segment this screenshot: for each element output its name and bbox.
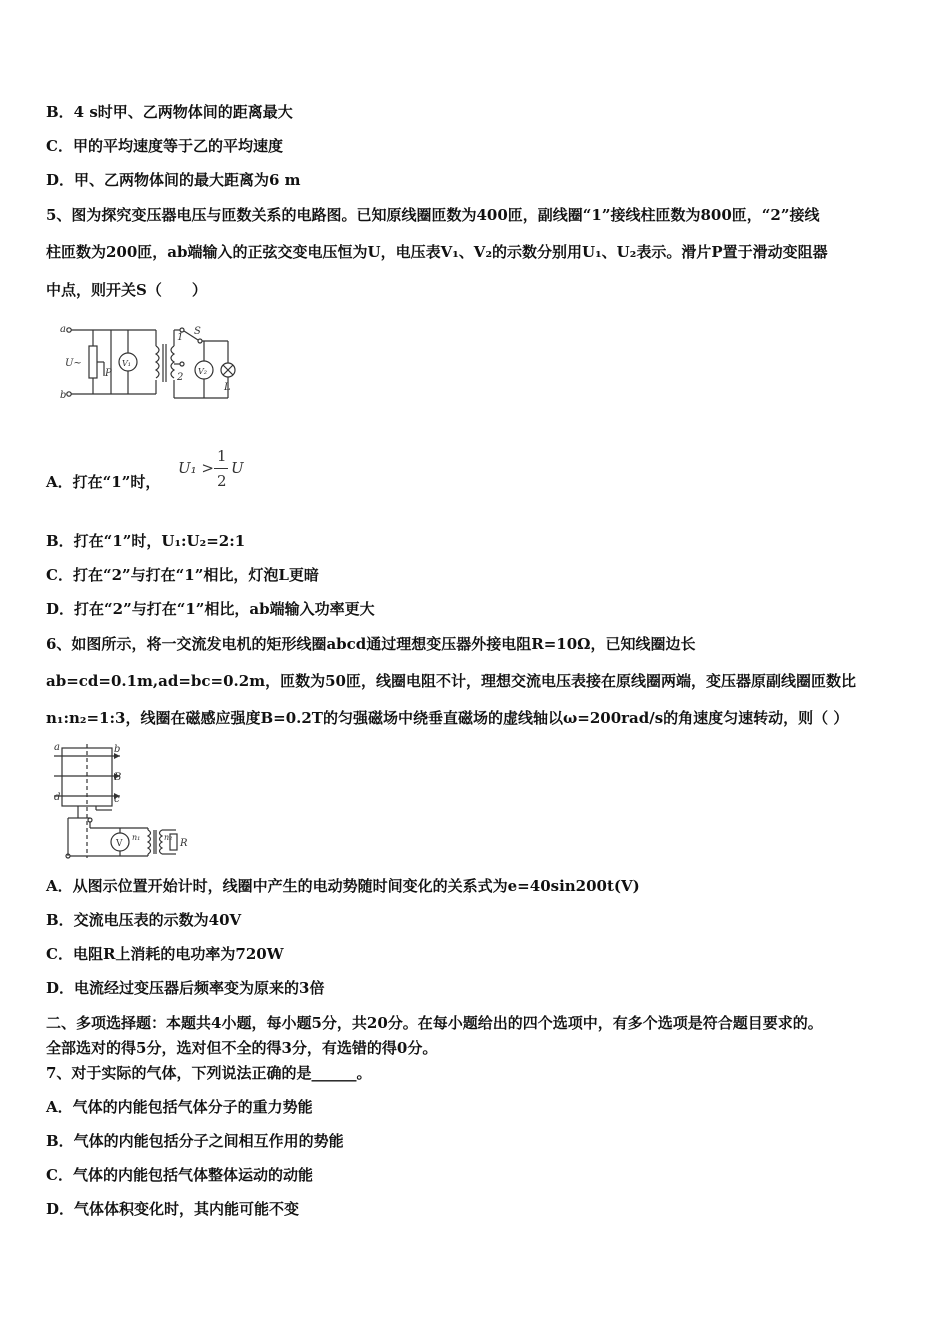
q7-option-a: A．气体的内能包括气体分子的重力势能 — [46, 1098, 313, 1116]
q5-stem-line1: 5、图为探究变压器电压与匝数关系的电路图。已知原线圈匝数为400匝，副线圈“1”接线柱匝数为800匝，“2”接线 — [46, 206, 820, 224]
q6-option-c: C．电阻R上消耗的电功率为720W — [46, 945, 284, 963]
q5-circuit-diagram — [56, 318, 246, 408]
q6-label-c: c — [114, 794, 120, 805]
q6-label-b: b — [114, 744, 121, 755]
q5-option-a-prefix: A．打在“1”时， — [46, 473, 161, 491]
q5-label-l: L — [224, 382, 231, 393]
q6-label-n2: n₂ — [164, 833, 173, 842]
rheostat — [89, 346, 97, 378]
q6-label-r: R — [180, 838, 188, 849]
q5-option-c: C．打在“2”与打在“1”相比，灯泡L更暗 — [46, 566, 319, 584]
q4-option-c: C．甲的平均速度等于乙的平均速度 — [46, 137, 283, 155]
q6-label-d: d — [54, 792, 61, 803]
terminal-b — [67, 392, 71, 396]
q7-stem: 7、对于实际的气体，下列说法正确的是______。 — [46, 1064, 372, 1082]
q5-label-2: 2 — [177, 372, 184, 383]
q5-option-a-frac-num: 1 — [217, 447, 227, 465]
q5-label-p: P — [105, 368, 112, 379]
q5-option-d: D．打在“2”与打在“1”相比，ab端输入功率更大 — [46, 600, 375, 618]
coil-abcd — [62, 748, 112, 806]
q5-fraction-bar — [214, 468, 228, 469]
q5-option-a-expr-right: U — [231, 459, 244, 477]
q6-label-field: B — [114, 772, 122, 783]
q6-label-n1: n₁ — [132, 833, 141, 842]
section2-line1: 二、多项选择题：本题共4小题，每小题5分，共20分。在每小题给出的四个选项中，有多个选项是符合题目要求的。 — [46, 1014, 823, 1032]
q5-option-b: B．打在“1”时，U₁:U₂=2:1 — [46, 532, 246, 550]
q5-label-v2: V₂ — [198, 367, 207, 376]
q5-label-b: b — [60, 390, 67, 401]
q6-option-d: D．电流经过变压器后频率变为原来的3倍 — [46, 979, 325, 997]
q4-option-d: D．甲、乙两物体间的最大距离为6 m — [46, 171, 301, 189]
q5-option-a-frac-den: 2 — [217, 472, 227, 490]
q5-label-u: U~ — [65, 358, 82, 369]
q5-label-a: a — [60, 324, 66, 335]
q5-label-1: 1 — [177, 332, 184, 343]
terminal-a — [67, 328, 71, 332]
q7-option-c: C．气体的内能包括气体整体运动的动能 — [46, 1166, 313, 1184]
q5-stem-line2: 柱匝数为200匝，ab端输入的正弦交变电压恒为U，电压表V₁、V₂的示数分别用U₁、U₂表示。滑片P置于滑动变阻器 — [46, 243, 828, 261]
q4-option-b: B．4 s时甲、乙两物体间的距离最大 — [46, 103, 293, 121]
q6-option-b: B．交流电压表的示数为40V — [46, 911, 242, 929]
q6-label-v: V — [116, 839, 123, 849]
q6-generator-diagram — [50, 740, 200, 865]
q5-label-s: S — [194, 326, 201, 337]
q6-stem-line1: 6、如图所示，将一交流发电机的矩形线圈abcd通过理想变压器外接电阻R=10Ω，已知线圈边长 — [46, 635, 696, 653]
q6-option-a: A．从图示位置开始计时，线圈中产生的电动势随时间变化的关系式为e=40sin200t(V) — [46, 877, 640, 895]
q6-stem-line3: n₁:n₂=1:3，线圈在磁感应强度B=0.2T的匀强磁场中绕垂直磁场的虚线轴以ω=200rad/s的角速度匀速转动，则（ ） — [46, 709, 849, 727]
q7-option-b: B．气体的内能包括分子之间相互作用的势能 — [46, 1132, 344, 1150]
q7-option-d: D．气体体积变化时，其内能可能不变 — [46, 1200, 300, 1218]
section2-line2: 全部选对的得5分，选对但不全的得3分，有选错的得0分。 — [46, 1039, 438, 1057]
q5-option-a-expr-left: U₁ > — [178, 459, 214, 477]
q5-label-v1: V₁ — [122, 359, 131, 368]
q6-label-a: a — [54, 742, 60, 753]
q5-stem-line3: 中点，则开关S（ ） — [46, 281, 207, 299]
q6-stem-line2: ab=cd=0.1m,ad=bc=0.2m，匝数为50匝，线圈电阻不计，理想交流电压表接在原线圈两端，变压器原副线圈匝数比 — [46, 672, 856, 690]
